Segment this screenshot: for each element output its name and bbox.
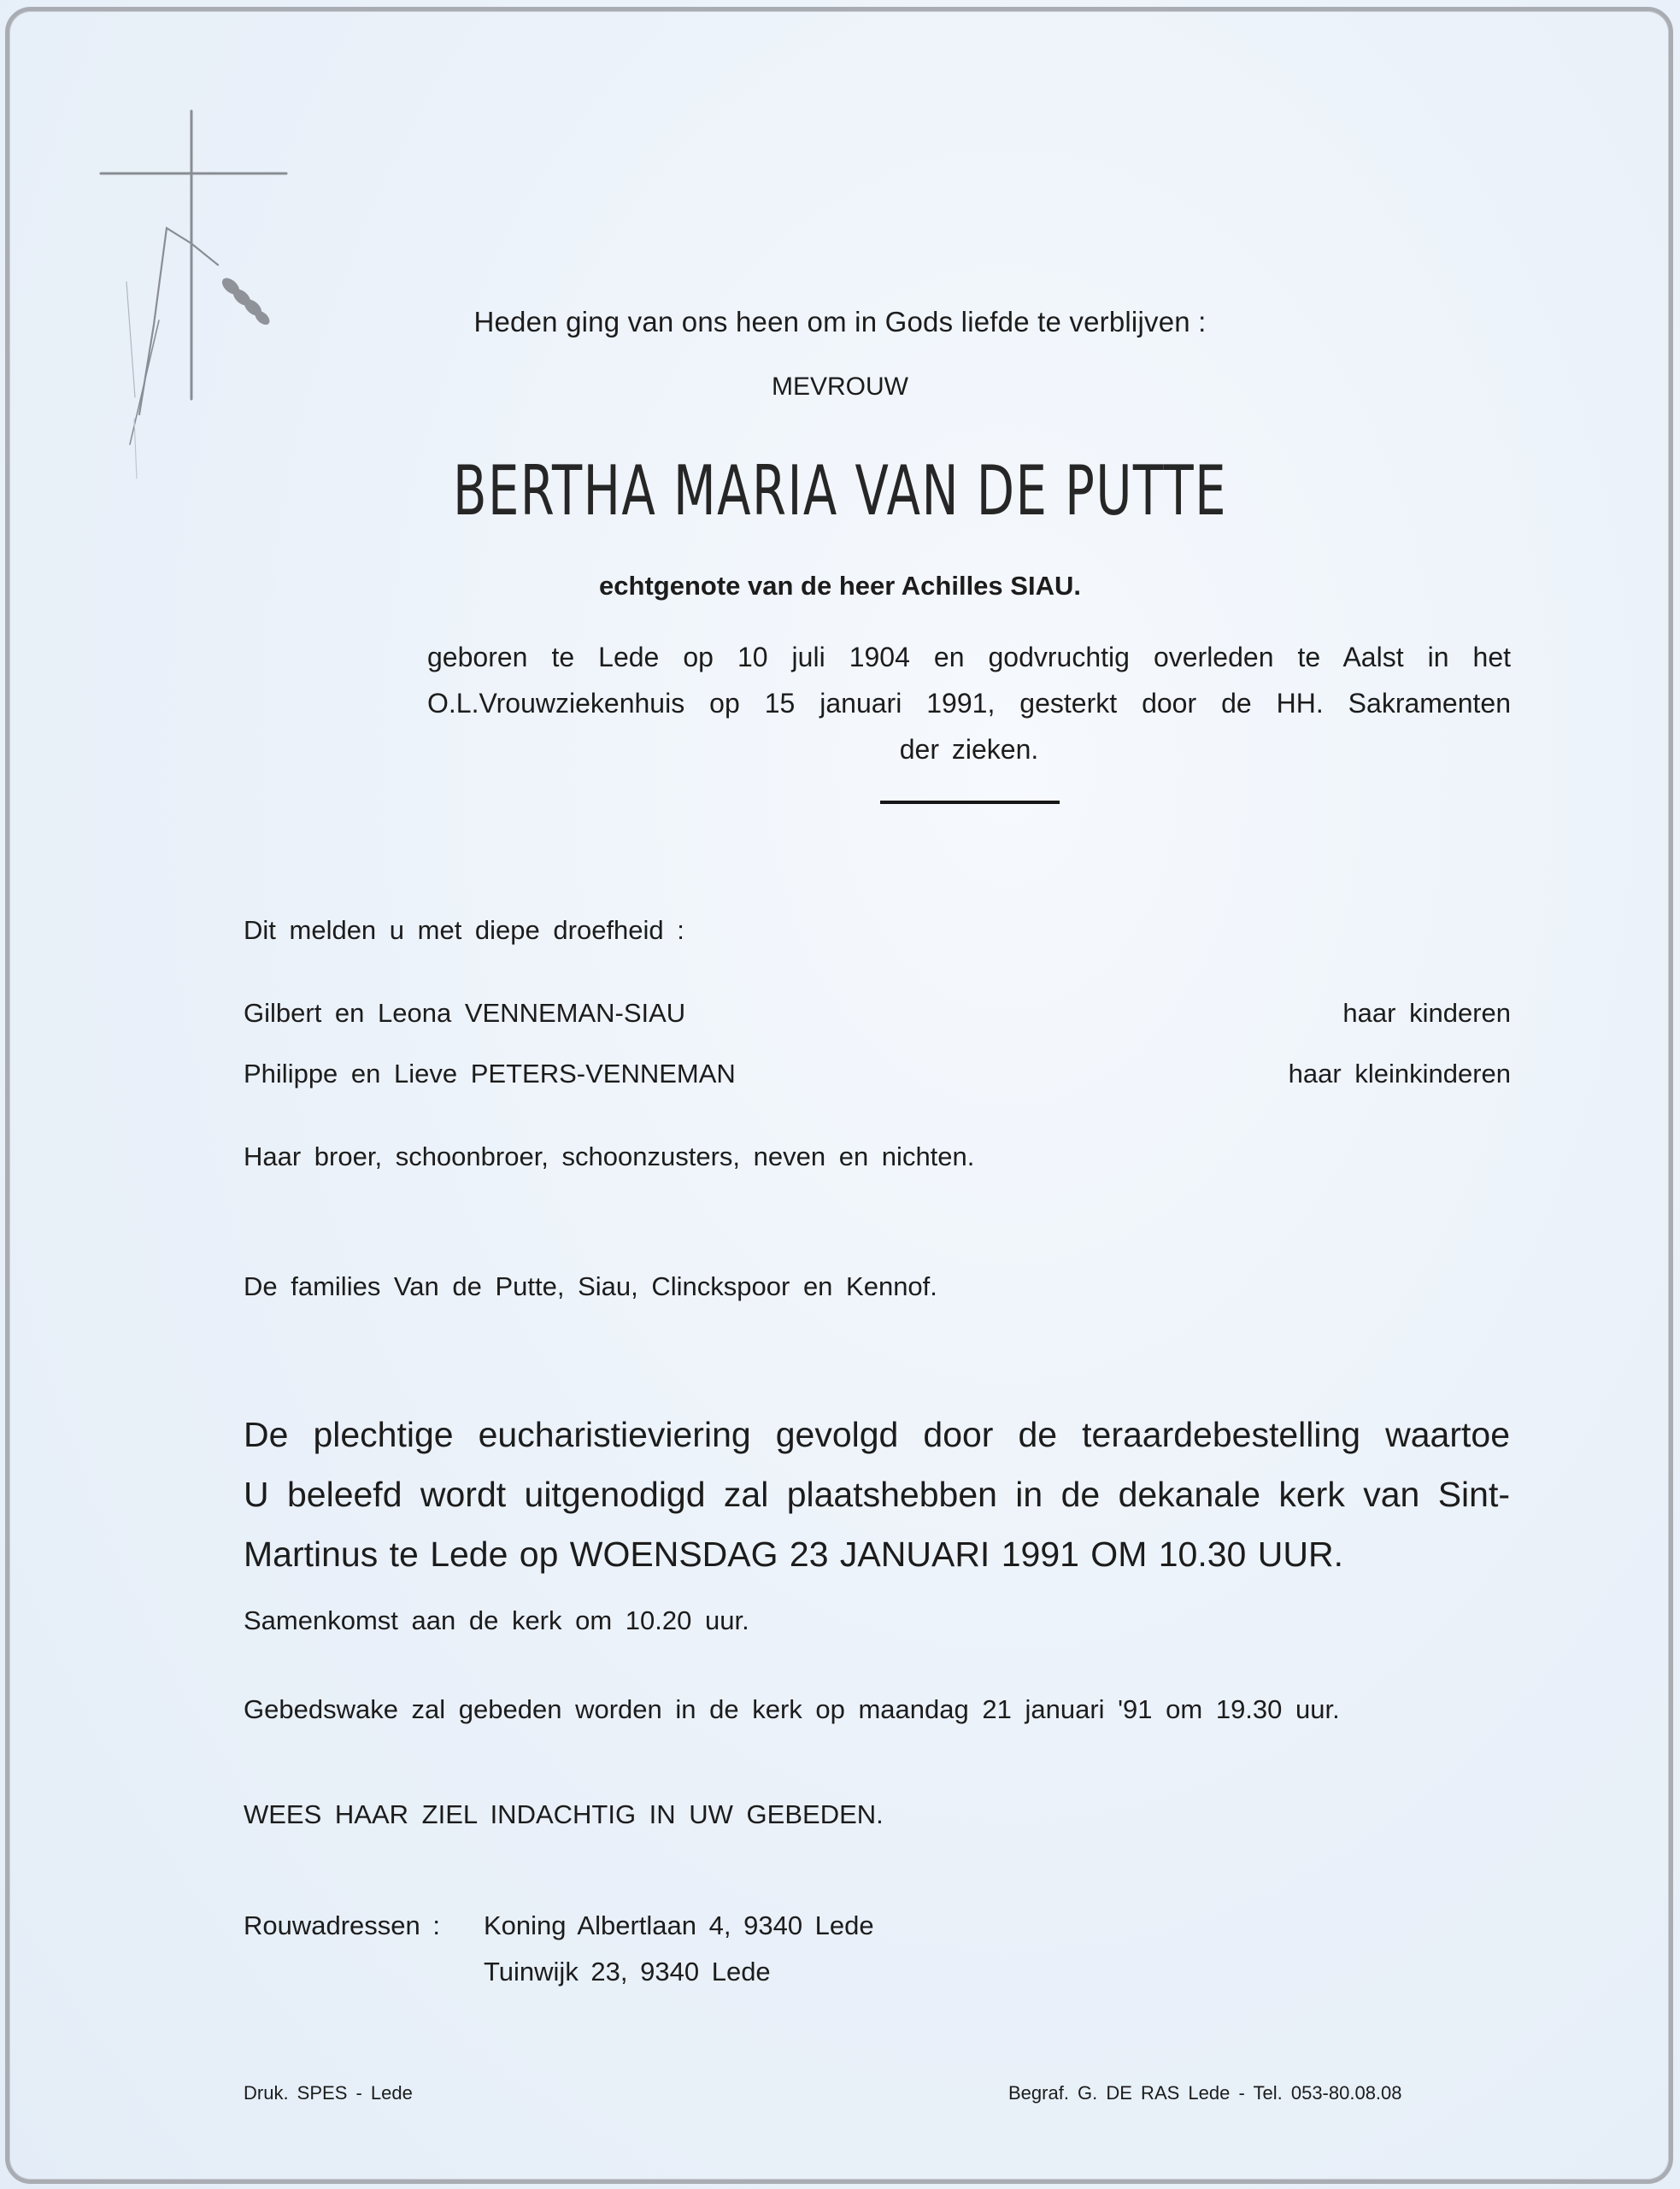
invitation-line: De plechtige eucharistieviering gevolgd door de teraardebestelling waartoe — [244, 1415, 1510, 1454]
gathering-time: Samenkomst aan de kerk om 10.20 uur. — [244, 1605, 749, 1635]
separator-rule — [880, 801, 1060, 804]
spouse-line: echtgenote van de heer Achilles SIAU. — [599, 571, 1081, 601]
deceased-name: BERTHA MARIA VAN DE PUTTE — [452, 451, 1227, 531]
relative-names: Gilbert en Leona VENNEMAN-SIAU — [244, 998, 686, 1028]
addresses-label: Rouwadressen : — [244, 1910, 441, 1940]
cross-with-wheat-icon — [0, 0, 308, 513]
extended-family: Haar broer, schoonbroer, schoonzusters, neven en nichten. — [244, 1141, 975, 1171]
prayer-vigil: Gebedswake zal gebeden worden in de kerk op maandag 21 januari '91 om 19.30 uur. — [244, 1694, 1340, 1724]
families-list: De families Van de Putte, Siau, Clinckspoor en Kennof. — [244, 1271, 937, 1301]
invitation-line: U beleefd wordt uitgenodigd zal plaatshebben in de dekanale kerk van Sint- — [244, 1475, 1510, 1514]
relative-relation: haar kinderen — [1342, 998, 1511, 1028]
bio-line: O.L.Vrouwziekenhuis op 15 januari 1991, gesterkt door de HH. Sakramenten — [427, 688, 1511, 719]
printer-credit: Druk. SPES - Lede — [244, 2082, 413, 2104]
address-line: Tuinwijk 23, 9340 Lede — [484, 1957, 771, 1987]
relative-relation: haar kleinkinderen — [1288, 1059, 1511, 1089]
undertaker-credit: Begraf. G. DE RAS Lede - Tel. 053-80.08.08 — [1008, 2082, 1402, 2104]
bio-line: der zieken. — [899, 734, 1039, 765]
relative-names: Philippe en Lieve PETERS-VENNEMAN — [244, 1059, 736, 1089]
honorific: MEVROUW — [772, 373, 908, 401]
intro-text: Heden ging van ons heen om in Gods liefde te verblijven : — [473, 306, 1207, 337]
biography — [427, 634, 1511, 772]
mourners-intro: Dit melden u met diepe droefheid : — [244, 915, 684, 945]
bio-line: geboren te Lede op 10 juli 1904 en godvruchtig overleden te Aalst in het — [427, 642, 1511, 672]
invitation-line: Martinus te Lede op WOENSDAG 23 JANUARI 1991 OM 10.30 UUR. — [244, 1535, 1343, 1574]
remembrance-line: WEES HAAR ZIEL INDACHTIG IN UW GEBEDEN. — [244, 1799, 884, 1829]
service-invitation — [244, 1405, 1510, 1584]
address-line: Koning Albertlaan 4, 9340 Lede — [484, 1910, 874, 1940]
grass-blade — [134, 419, 137, 478]
